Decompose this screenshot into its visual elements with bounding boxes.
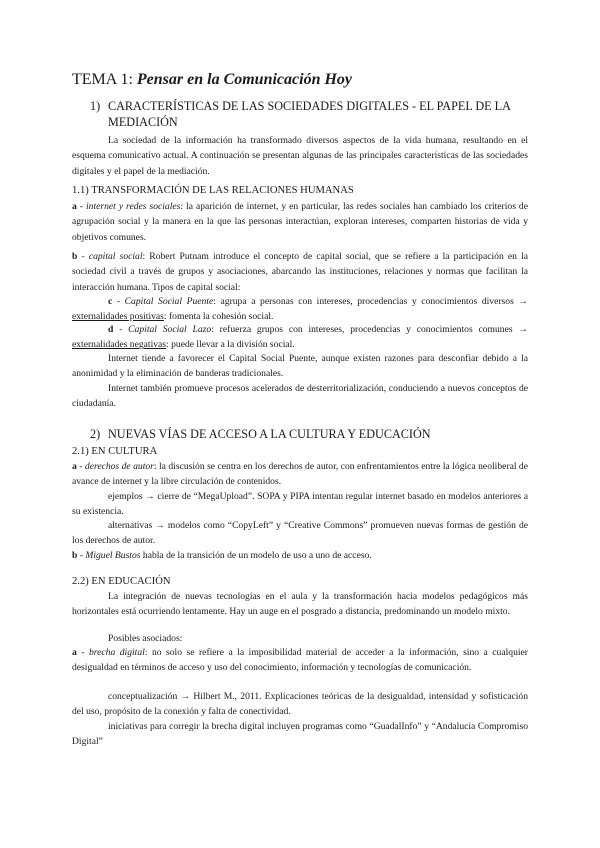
item-text: : Robert Putnam introduce el concepto de capital social, que se refiere a la participación en la sociedad civil a través de grupos y asociaciones, abarcando las instituciones, relaciones y normas que facilitan la interacción humana. Tipos de capital social: <box>72 251 528 293</box>
item-1-1-d: d - Capital Social Lazo: refuerza grupos con intereses, procedencias y conocimientos comunes → externalidades negativas: puede llevar a la división social. <box>72 324 528 351</box>
item-term: derechos de autor <box>84 461 154 472</box>
item-term: brecha digital <box>88 647 145 658</box>
item-letter: b <box>72 550 78 561</box>
paragraph-2-2-p1: La integración de nuevas tecnologías en el aula y la transformación hacia modelos pedagógicos más horizontales está ocurriendo lentamente. Hay un auge en el posgrado a distancia, predominando un modelo mixto. <box>72 591 528 618</box>
item-text: : la discusión se centra en los derechos de autor, con enfrentamientos entre la lógica neoliberal de avance de internet y la libre circulación de contenidos. <box>72 461 528 488</box>
subsection-2-1-heading: 2.1) EN CULTURA <box>72 446 158 457</box>
item-letter: a <box>72 201 77 212</box>
subsection-2-2-heading: 2.2) EN EDUCACIÓN <box>72 576 171 587</box>
page-title <box>72 70 352 90</box>
item-term: internet y redes sociales <box>85 201 181 212</box>
item-underline: externalidades negativas <box>72 339 167 351</box>
item-1-1-b: b - capital social: Robert Putnam introduce el concepto de capital social, que se refiere a la participación en la sociedad civil a través de grupos y asociaciones, abarcando las instituciones, relaciones y normas que facilitan la interacción humana. Tipos de capital social: <box>72 251 528 293</box>
item-text: : no solo se refiere a la imposibilidad material de acceder a la información, sino a cualquier desigualdad en términos de acceso y uso del conocimiento, información y tecnologías de comunicación. <box>72 647 528 674</box>
section-2-heading <box>72 426 532 442</box>
title-italic: Pensar en la Comunicación Hoy <box>136 71 353 88</box>
item-letter: b <box>72 251 78 262</box>
item-text: : agrupa a personas con intereses, procedencias y conocimientos diversos → <box>213 296 528 307</box>
item-text: : refuerza grupos con intereses, procedencias y conocimientos comunes → <box>211 324 528 335</box>
section-1-intro: La sociedad de la información ha transformado diversos aspectos de la vida humana, resultando en el esquema comunicativo actual. A continuación se presentan algunas de las principales características de las sociedades digitales y el papel de la mediación. <box>72 135 528 177</box>
item-term: capital social <box>88 251 143 262</box>
section-1-number: 1) <box>90 99 101 113</box>
paragraph-2-1-p1: ejemplos → cierre de “MegaUpload”. SOPA y PIPA intentan regular internet basado en modelos anteriores a su existencia. <box>72 491 528 518</box>
item-term: Capital Social Puente <box>124 296 214 307</box>
paragraph-2-2-p4: iniciativas para corregir la brecha digital incluyen programas como “GuadalInfo” y “Andalucía Compromiso Digital” <box>72 721 528 748</box>
item-term: Miguel Bustos <box>85 550 141 561</box>
section-1-heading <box>72 98 532 130</box>
subsection-1-1-heading: 1.1) TRANSFORMACIÓN DE LAS RELACIONES HUMANAS <box>72 185 354 196</box>
item-2-1-b: b - Miguel Bustos habla de la transición de un modelo de uso a uno de acceso. <box>72 550 372 561</box>
section-2-title: NUEVAS VÍAS DE ACCESO A LA CULTURA Y EDUCACIÓN <box>108 427 431 441</box>
item-2-2-a: a - brecha digital: no solo se refiere a la imposibilidad material de acceder a la información, sino a cualquier desigualdad en términos de acceso y uso del conocimiento, información y tecnologías de comunicación. <box>72 647 528 674</box>
item-1-1-c: c - Capital Social Puente: agrupa a personas con intereses, procedencias y conocimientos diversos → externalidades positivas: fomenta la cohesión social. <box>72 296 528 323</box>
item-text: : fomenta la cohesión social. <box>163 311 274 323</box>
item-term: Capital Social Lazo <box>128 324 212 335</box>
item-letter: a <box>72 647 77 658</box>
title-prefix: TEMA 1: <box>72 71 137 88</box>
item-text: : puede llevar a la división social. <box>166 339 295 351</box>
paragraph-2-2-p2: Posibles asociados: <box>108 633 183 644</box>
item-underline: externalidades positivas <box>72 311 164 323</box>
paragraph-2-2-p3: conceptualización → Hilbert M., 2011. Explicaciones teóricas de la desigualdad, intensidad y sofisticación del uso, propósito de la conexión y falta de conectividad. <box>72 691 528 718</box>
paragraph-2-1-p2: alternativas → modelos como “CopyLeft” y “Creative Commons” promueven nuevas formas de gestión de los derechos de autor. <box>72 520 528 547</box>
item-letter: a <box>72 461 77 472</box>
item-2-1-a: a - derechos de autor: la discusión se centra en los derechos de autor, con enfrentamientos entre la lógica neoliberal de avance de internet y la libre circulación de contenidos. <box>72 461 528 488</box>
section-2-number: 2) <box>90 427 101 441</box>
paragraph-1-1-p1: Internet tiende a favorecer el Capital Social Puente, aunque existen razones para desconfiar debido a la anonimidad y la eliminación de banderas tradicionales. <box>72 353 528 380</box>
item-letter: c <box>108 296 113 307</box>
item-text: habla de la transición de un modelo de uso a uno de acceso. <box>140 550 372 561</box>
item-letter: d <box>108 324 114 335</box>
item-1-1-a: a - internet y redes sociales: la aparición de internet, y en particular, las redes sociales han cambiado los criterios de agrupación social y la manera en la que las personas interactúan, exploran intereses, comparten historias de vida y objetivos comunes. <box>72 201 528 243</box>
item-text: : la aparición de internet, y en particular, las redes sociales han cambiado los criterios de agrupación social y la manera en la que las personas interactúan, exploran intereses, comparten historias de vida y objetivos comunes. <box>72 201 528 243</box>
paragraph-1-1-p2: Internet también promueve procesos acelerados de desterritorialización, conduciendo a nuevos conceptos de ciudadanía. <box>72 383 528 410</box>
section-1-title: CARACTERÍSTICAS DE LAS SOCIEDADES DIGITALES - EL PAPEL DE LA MEDIACIÓN <box>108 99 511 129</box>
